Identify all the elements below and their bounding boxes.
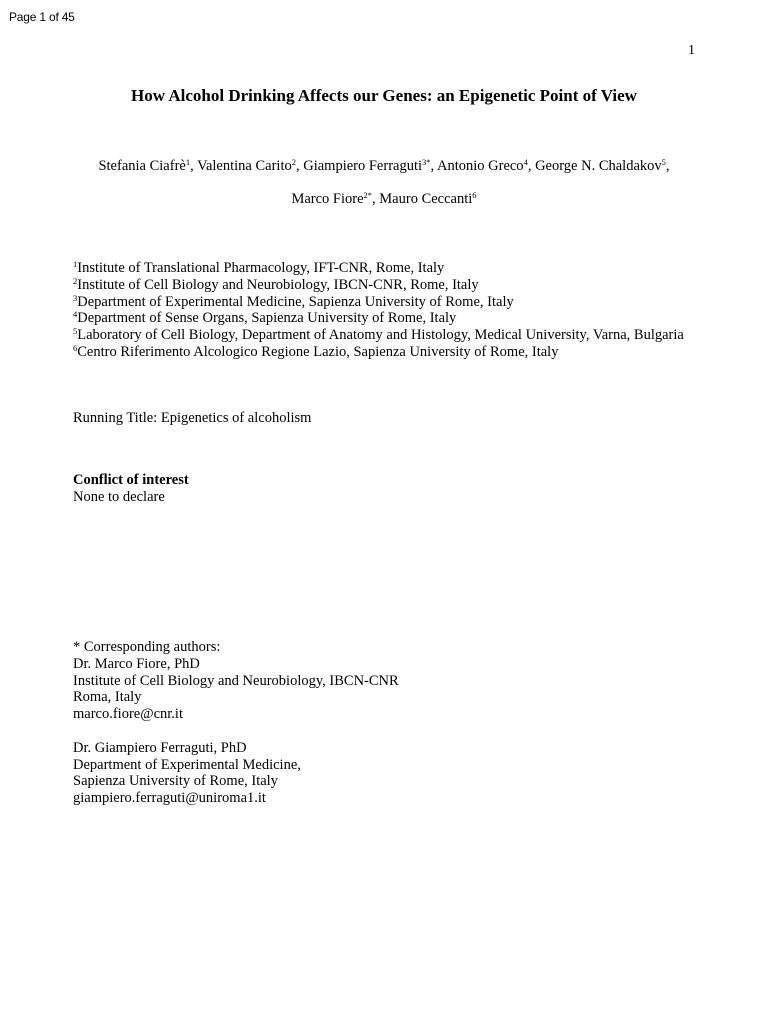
conflict-heading: Conflict of interest	[73, 472, 189, 488]
affiliation-text: Department of Experimental Medicine, Sapienza University of Rome, Italy	[77, 293, 514, 310]
author-affiliation-marker: 2*	[363, 190, 373, 200]
affiliation-number: 3	[73, 292, 78, 303]
author-separator: ,	[190, 158, 198, 174]
author-separator: ,	[295, 158, 304, 174]
author-affiliation-marker: 2	[291, 157, 296, 167]
corresponding-institute: Institute of Cell Biology and Neurobiology, IBCN-CNR	[73, 672, 399, 689]
affiliation-item	[73, 310, 695, 327]
conflict-text: None to declare	[73, 488, 165, 505]
corresponding-author-2	[73, 740, 695, 807]
affiliation-item	[73, 260, 695, 277]
author-name: Giampiero Ferraguti	[303, 158, 423, 174]
running-title: Running Title: Epigenetics of alcoholism	[73, 410, 312, 426]
corresponding-institute: Department of Experimental Medicine,	[73, 756, 301, 773]
affiliation-text: Institute of Translational Pharmacology, IFT-CNR, Rome, Italy	[77, 260, 445, 276]
corresponding-header: * Corresponding authors:	[73, 639, 221, 655]
affiliation-number: 6	[73, 342, 78, 353]
corresponding-author-1	[73, 656, 695, 723]
corresponding-name: Dr. Giampiero Ferraguti, PhD	[73, 739, 247, 756]
corresponding-email: giampiero.ferraguti@uniroma1.it	[73, 790, 266, 807]
author-list-line-1	[60, 158, 708, 175]
corresponding-location: Roma, Italy	[73, 689, 142, 706]
author-list-line-2	[60, 191, 708, 208]
affiliation-item	[73, 344, 695, 361]
affiliation-item	[73, 294, 695, 311]
affiliation-number: 1	[73, 259, 78, 269]
affiliation-list	[73, 260, 695, 361]
affiliation-text: Laboratory of Cell Biology, Department of Anatomy and Histology, Medical University, Varna, Bulgaria	[77, 327, 684, 344]
corresponding-email: marco.fiore@cnr.it	[73, 706, 183, 723]
affiliation-text: Centro Riferimento Alcologico Regione Lazio, Sapienza University of Rome, Italy	[77, 343, 559, 360]
affiliation-text: Institute of Cell Biology and Neurobiology, IBCN-CNR, Rome, Italy	[77, 276, 479, 293]
page-number: 1	[688, 43, 695, 58]
author-affiliation-marker: 6	[472, 190, 477, 200]
affiliation-item	[73, 327, 695, 344]
corresponding-location: Sapienza University of Rome, Italy	[73, 773, 278, 790]
conflict-of-interest	[73, 472, 695, 506]
paper-title: How Alcohol Drinking Affects our Genes: an Epigenetic Point of View	[131, 86, 637, 105]
author-separator: ,	[527, 158, 536, 174]
author-name: Marco Fiore	[291, 191, 364, 207]
page-counter: Page 1 of 45	[9, 10, 75, 24]
author-name: George N. Chaldakov	[535, 158, 662, 174]
author-name: Stefania Ciafrè	[98, 158, 186, 174]
affiliation-number: 4	[73, 309, 78, 320]
author-separator: ,	[430, 158, 437, 174]
author-separator: ,	[665, 158, 670, 174]
corresponding-authors	[73, 639, 695, 807]
affiliation-text: Department of Sense Organs, Sapienza University of Rome, Italy	[77, 310, 457, 327]
affiliation-item	[73, 277, 695, 294]
author-affiliation-marker: 1	[185, 157, 191, 167]
affiliation-number: 2	[73, 275, 78, 286]
author-affiliation-marker: 4	[523, 157, 528, 167]
corresponding-name: Dr. Marco Fiore, PhD	[73, 655, 200, 672]
affiliation-number: 5	[73, 326, 78, 337]
author-affiliation-marker: 3*	[422, 157, 431, 167]
author-separator: ,	[372, 191, 380, 207]
author-name: Valentina Carito	[197, 158, 292, 174]
author-name: Antonio Greco	[436, 158, 524, 174]
author-affiliation-marker: 5	[661, 157, 666, 167]
author-name: Mauro Ceccanti	[379, 191, 473, 207]
